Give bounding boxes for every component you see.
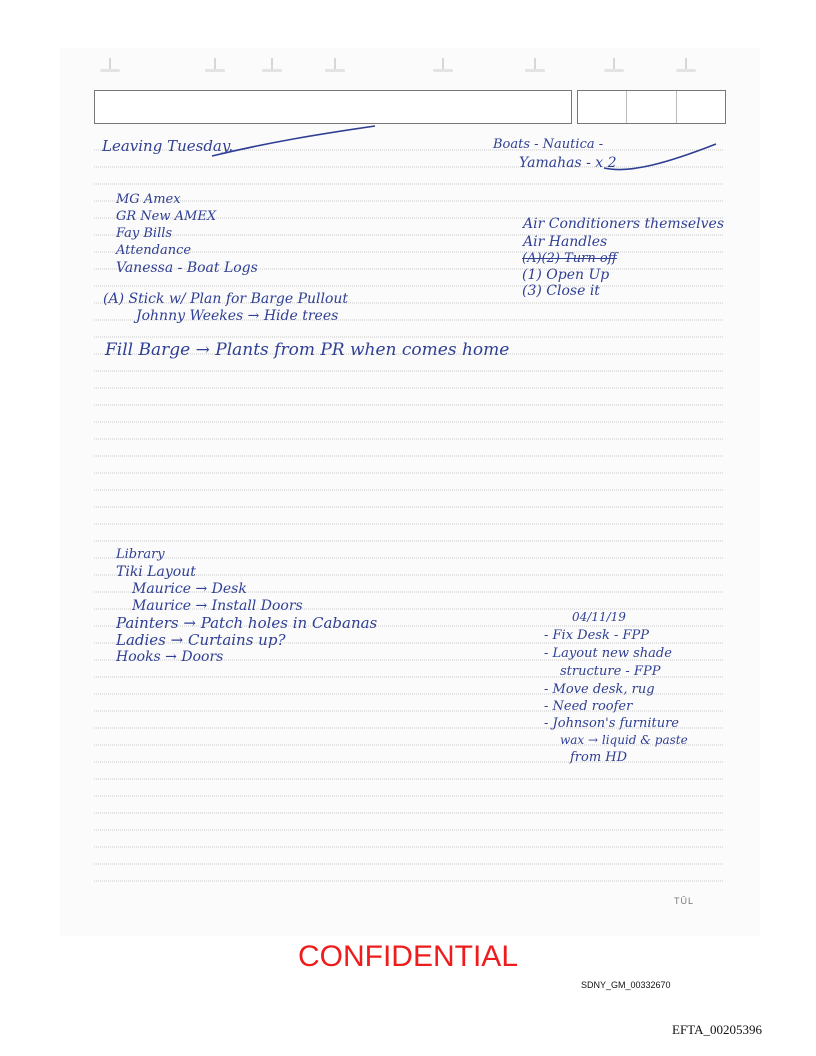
- note-johnsons: - Johnson's furniture: [544, 716, 679, 731]
- binder-tab: [676, 58, 696, 76]
- note-ladies: Ladies → Curtains up?: [116, 631, 286, 649]
- binder-tab: [325, 58, 345, 76]
- pen-stroke-leaving: [210, 124, 380, 160]
- note-yamahas: Yamahas - x 2: [519, 155, 617, 171]
- note-painters: Painters → Patch holes in Cabanas: [116, 614, 378, 632]
- header-field: [94, 90, 572, 124]
- binder-tab: [433, 58, 453, 76]
- note-open-up: (1) Open Up: [522, 267, 610, 283]
- note-johnny-weekes: Johnny Weekes → Hide trees: [136, 308, 339, 324]
- binder-tab: [604, 58, 624, 76]
- note-maurice-doors: Maurice → Install Doors: [132, 598, 303, 614]
- note-vanessa: Vanessa - Boat Logs: [116, 260, 258, 276]
- note-air-conditioners: Air Conditioners themselves: [523, 216, 725, 232]
- note-leaving: Leaving Tuesday.: [102, 137, 234, 155]
- note-boats: Boats - Nautica -: [493, 137, 604, 152]
- note-tiki-layout: Tiki Layout: [116, 564, 196, 580]
- binder-tabs: [60, 48, 760, 88]
- ruled-lines: [60, 48, 760, 936]
- confidential-stamp: CONFIDENTIAL: [297, 940, 519, 973]
- note-turn-off: (A)(2) Turn off: [522, 251, 617, 266]
- note-air-handles: Air Handles: [523, 234, 608, 250]
- binder-tab: [205, 58, 225, 76]
- binder-tab: [525, 58, 545, 76]
- bates-number: SDNY_GM_00332670: [581, 980, 671, 990]
- note-wax: wax → liquid & paste: [560, 733, 688, 747]
- note-mg-amex: MG Amex: [116, 192, 181, 207]
- note-gr-amex: GR New AMEX: [116, 209, 217, 224]
- note-fay-bills: Fay Bills: [116, 226, 173, 241]
- pad-brand-logo: TŪL: [674, 896, 695, 906]
- note-fill-barge: Fill Barge → Plants from PR when comes home: [105, 340, 510, 360]
- note-move-desk: - Move desk, rug: [544, 682, 655, 697]
- note-library: Library: [116, 547, 165, 562]
- note-barge-plan: (A) Stick w/ Plan for Barge Pullout: [103, 291, 349, 307]
- note-date: 04/11/19: [572, 610, 626, 624]
- note-need-roofer: - Need roofer: [544, 699, 633, 714]
- binder-tab: [100, 58, 120, 76]
- note-from-hd: from HD: [570, 750, 628, 765]
- pen-stroke-boats: [600, 140, 720, 174]
- note-hooks: Hooks → Doors: [116, 649, 224, 665]
- note-maurice-desk: Maurice → Desk: [132, 581, 247, 597]
- note-close-it: (3) Close it: [522, 283, 600, 299]
- note-attendance: Attendance: [116, 243, 192, 258]
- note-layout-shade: - Layout new shade: [544, 646, 672, 661]
- note-fix-desk: - Fix Desk - FPP: [544, 628, 650, 643]
- header-date-grid: [577, 90, 726, 124]
- notepad-page: [60, 48, 760, 936]
- binder-tab: [262, 58, 282, 76]
- document-id: EFTA_00205396: [672, 1022, 762, 1037]
- note-structure: structure - FPP: [560, 664, 661, 679]
